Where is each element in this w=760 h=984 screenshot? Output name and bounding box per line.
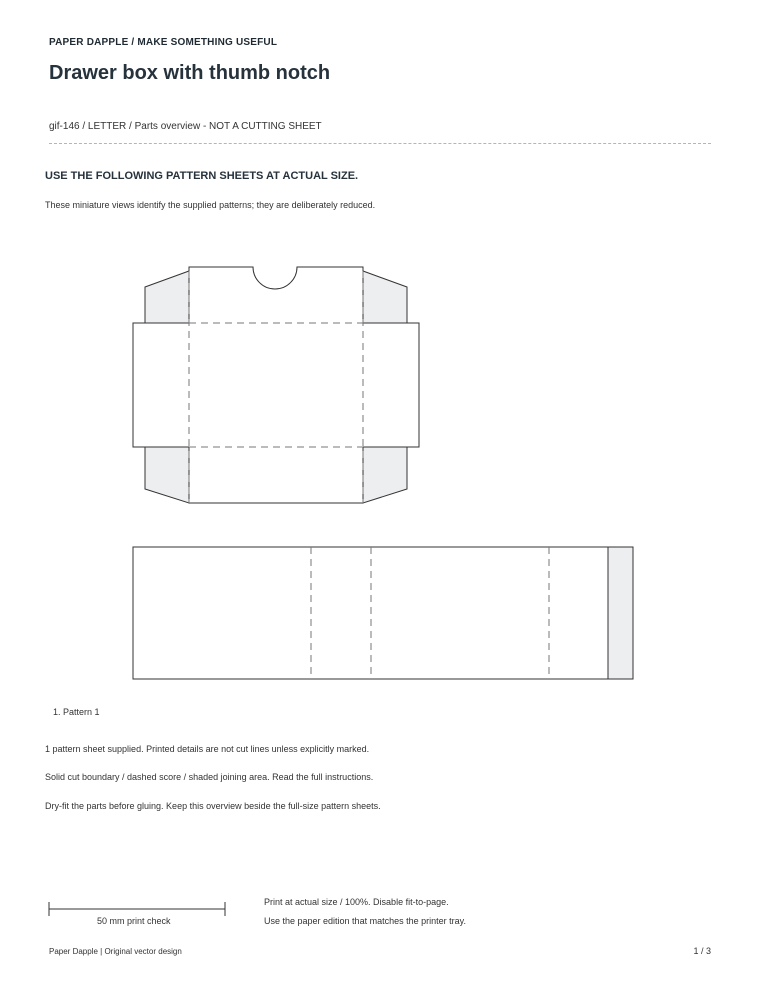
brand-header: PAPER DAPPLE / MAKE SOMETHING USEFUL	[49, 37, 278, 48]
scale-bar-label: 50 mm print check	[97, 916, 171, 926]
page-title: Drawer box with thumb notch	[49, 62, 331, 84]
glue-flap-bottom-right	[363, 447, 407, 503]
glue-flap-top-right	[363, 271, 407, 323]
intro-text: These miniature views identify the supplied patterns; they are deliberately reduced.	[45, 200, 376, 210]
sleeve-net	[133, 547, 633, 679]
document-meta: gif-146 / LETTER / Parts overview - NOT A CUTTING SHEET	[49, 121, 322, 132]
footer-credit: Paper Dapple | Original vector design	[49, 947, 182, 956]
tray-net	[133, 267, 419, 503]
print-instruction-size: Print at actual size / 100%. Disable fit-to-page.	[264, 897, 449, 907]
page-number: 1 / 3	[693, 946, 711, 956]
note-legend: Solid cut boundary / dashed score / shaded joining area. Read the full instructions.	[45, 772, 374, 782]
section-heading: USE THE FOLLOWING PATTERN SHEETS AT ACTUAL SIZE.	[45, 170, 359, 182]
glue-flap-bottom-left	[145, 447, 189, 503]
glue-flap-top-left	[145, 271, 189, 323]
sleeve-glue-tab	[608, 547, 633, 679]
note-dry-fit: Dry-fit the parts before gluing. Keep this overview beside the full-size pattern sheets.	[45, 801, 381, 811]
figure-caption: 1. Pattern 1	[53, 707, 100, 717]
print-instruction-paper: Use the paper edition that matches the printer tray.	[264, 916, 466, 926]
scale-bar	[48, 901, 226, 917]
note-sheets: 1 pattern sheet supplied. Printed details are not cut lines unless explicitly marked.	[45, 744, 370, 754]
